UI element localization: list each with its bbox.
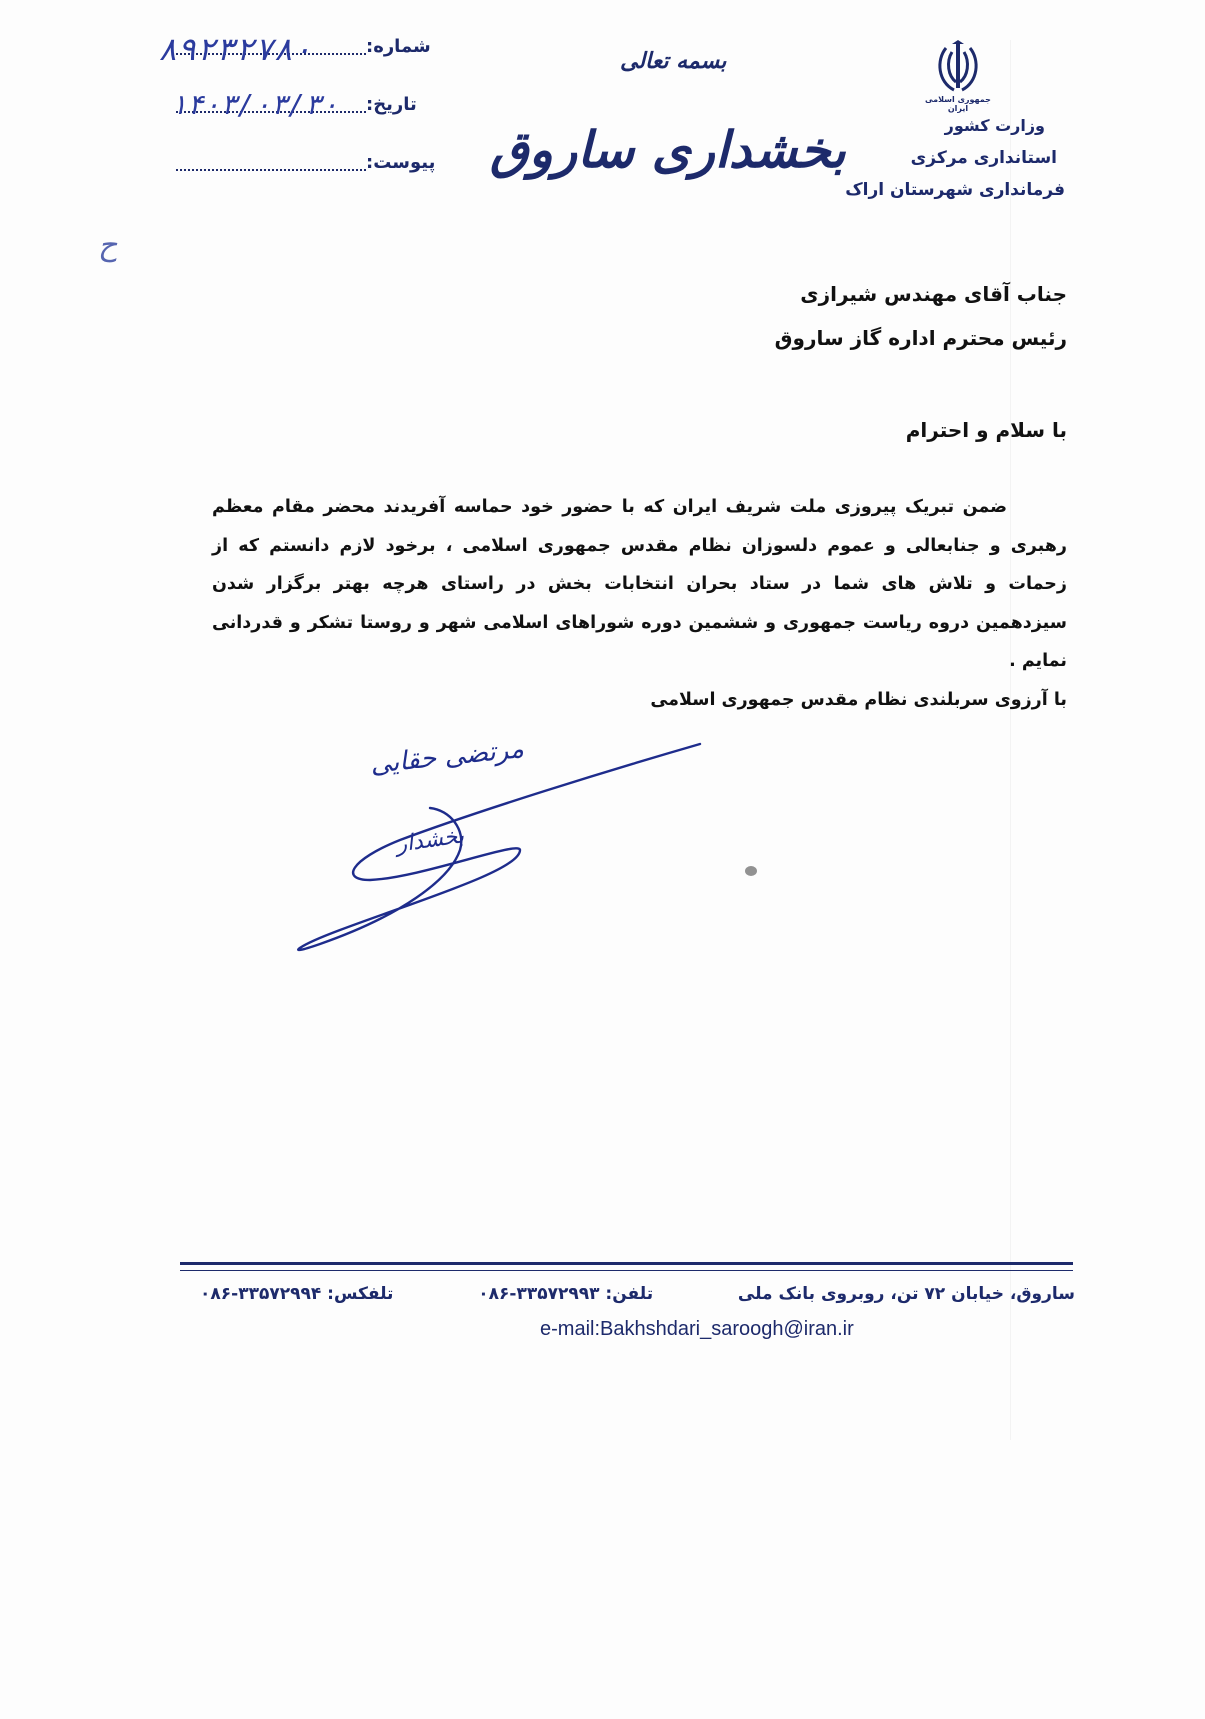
emblem-caption: جمهوری اسلامی ایران	[925, 95, 991, 113]
footer-fax: تلفکس: ۳۳۵۷۲۹۹۴-۰۸۶	[200, 1284, 394, 1304]
footer-contact	[200, 1284, 1075, 1304]
attachment-field	[172, 152, 435, 173]
attachment-label: پیوست:	[366, 152, 436, 173]
province-line: استانداری مرکزی	[910, 148, 1057, 168]
signature-name: مرتضی حقایی	[368, 734, 526, 780]
margin-handwritten-mark: ح	[98, 228, 118, 263]
iran-emblem-icon	[928, 38, 988, 98]
office-title: بخشداری ساروق	[490, 120, 846, 179]
footer-phone: تلفن: ۳۳۵۷۲۹۹۳-۰۸۶	[478, 1284, 654, 1304]
addressee-name: جناب آقای مهندس شیرازی	[800, 282, 1067, 306]
footer-address: ساروق، خیابان ۷۲ تن، روبروی بانک ملی	[737, 1284, 1075, 1304]
handwritten-date: ۱۴۰۳/۰۳/۳۰	[170, 88, 339, 121]
handwritten-number: ۸۹۲۳۲۷۸۰	[158, 30, 313, 68]
closing-line: با آرزوی سربلندی نظام مقدس جمهوری اسلامی	[650, 689, 1067, 710]
footer-rule-thin	[180, 1270, 1073, 1271]
attachment-dotted-line	[176, 155, 366, 171]
body-paragraph: ضمن تبریک پیروزی ملت شریف ایران که با حضور خود حماسه آفریدند محضر مقام معظم رهبری و جنابعالی و عموم دلسوزان نظام مقدس جمهوری اسلامی ، برخود لازم دانستم که از زحمات و تلاش های شما در ستاد بحران انتخابات بخش در راستای هرچه بهتر برگزار شدن سیزدهمین دروه ریاست جمهوری و ششمین دوره شوراهای اسلامی شهر و روستا تشکر و قدردانی نمایم .	[212, 497, 1067, 671]
greeting: با سلام و احترام	[905, 418, 1067, 442]
number-label: شماره:	[366, 36, 431, 57]
footer-rule-thick	[180, 1262, 1073, 1265]
ministry-line: وزارت کشور	[944, 116, 1045, 135]
bismillah-heading: بسمه تعالی	[620, 48, 727, 74]
footer-email: e-mail:Bakhshdari_saroogh@iran.ir	[540, 1318, 854, 1340]
letter-body	[212, 488, 1067, 719]
date-label: تاریخ:	[366, 94, 417, 115]
governorate-line: فرمانداری شهرستان اراک	[845, 180, 1065, 200]
addressee-title: رئیس محترم اداره گاز ساروق	[774, 326, 1067, 350]
paper-crease	[1010, 40, 1011, 1440]
ink-smudge	[745, 866, 757, 876]
signature-title: بخشدار	[394, 823, 466, 858]
organization-lines	[845, 110, 1065, 206]
